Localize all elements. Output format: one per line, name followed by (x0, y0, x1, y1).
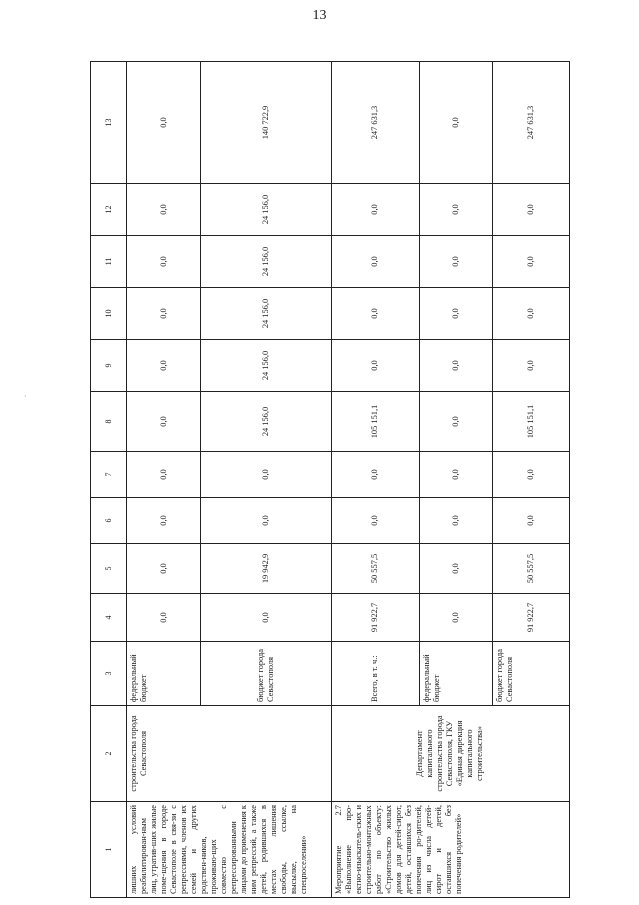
header-cell: 12 (91, 184, 127, 236)
value-cell: 0,0 (201, 452, 331, 498)
value-cell: 0,0 (419, 288, 492, 340)
value-cell: 105 151,1 (492, 392, 569, 452)
header-cell: 4 (91, 594, 127, 642)
value-cell: 0,0 (492, 288, 569, 340)
value-cell: 24 156,0 (201, 236, 331, 288)
value-cell: 0,0 (331, 288, 419, 340)
funding-source-cell: бюджет города Севастополя (201, 642, 331, 706)
value-cell: 0,0 (127, 452, 201, 498)
header-cell: 11 (91, 236, 127, 288)
header-cell: 3 (91, 642, 127, 706)
value-cell: 0,0 (201, 594, 331, 642)
value-cell: 0,0 (127, 498, 201, 544)
value-cell: 24 156,0 (201, 340, 331, 392)
value-cell: 0,0 (419, 452, 492, 498)
value-cell: 24 156,0 (201, 184, 331, 236)
value-cell: 0,0 (127, 392, 201, 452)
value-cell: 0,0 (127, 62, 201, 184)
table-row (331, 62, 419, 898)
measure-description-cell: Мероприятие 2.7 «Выполнение про-ектно-изыскатель-ских и строительно-монтажных работ по объекту: «Строительство жилых домов для детей-сирот, детей, оставшихся без попечения ро-дителей, лиц из числа детей-сирот и детей, оставшихся без попечения родителей» (331, 802, 569, 898)
value-cell: 0,0 (419, 544, 492, 594)
value-cell: 0,0 (492, 340, 569, 392)
value-cell: 0,0 (419, 236, 492, 288)
funding-source-cell: федеральный бюджет (419, 642, 492, 706)
value-cell: 0,0 (419, 62, 492, 184)
value-cell: 0,0 (419, 498, 492, 544)
value-cell: 0,0 (492, 452, 569, 498)
value-cell: 24 156,0 (201, 288, 331, 340)
value-cell: 247 631,3 (492, 62, 569, 184)
value-cell: 0,0 (201, 498, 331, 544)
header-cell: 2 (91, 706, 127, 802)
measure-description-cell: лишних условий реабилитирован-ным лиц, утратив-ших жилые поме-щения в городе Севастополе в свя-зи с репрессиями, членов их семей и других родствен-ников, проживаю-щих совместно с репрессированными лицами до применения к ним репрессий, а также детей, родившихся в местах лишения свободы, ссылке, высылке, на спецпоселении» (127, 802, 331, 898)
value-cell: 0,0 (127, 594, 201, 642)
value-cell: 0,0 (492, 236, 569, 288)
value-cell: 0,0 (419, 594, 492, 642)
value-cell: 0,0 (331, 236, 419, 288)
value-cell: 0,0 (127, 184, 201, 236)
budget-table (90, 61, 570, 898)
funding-source-cell: бюджет города Севастополя (492, 642, 569, 706)
rotated-table-container (90, 62, 570, 898)
value-cell: 0,0 (331, 452, 419, 498)
header-cell: 7 (91, 452, 127, 498)
page-number: 13 (312, 8, 327, 23)
value-cell: 91 922,7 (492, 594, 569, 642)
header-cell: 8 (91, 392, 127, 452)
value-cell: 0,0 (127, 236, 201, 288)
value-cell: 19 942,9 (201, 544, 331, 594)
value-cell: 0,0 (492, 498, 569, 544)
value-cell: 247 631,3 (331, 62, 419, 184)
header-cell: 9 (91, 340, 127, 392)
value-cell: 50 557,5 (331, 544, 419, 594)
value-cell: 50 557,5 (492, 544, 569, 594)
scan-artifact-dot: · (24, 392, 27, 401)
rotated-table-frame (90, 62, 570, 898)
header-cell: 10 (91, 288, 127, 340)
funding-source-cell: Всего, в т. ч.: (331, 642, 419, 706)
value-cell: 0,0 (419, 392, 492, 452)
executor-cell: строительства города Севастополя (127, 706, 331, 802)
executor-cell: Департамент капитального строительства города Севастополя, ГКУ «Единая дирекция капитального строительства» (331, 706, 569, 802)
value-cell: 0,0 (419, 340, 492, 392)
header-cell: 6 (91, 498, 127, 544)
value-cell: 0,0 (419, 184, 492, 236)
value-cell: 0,0 (331, 340, 419, 392)
value-cell: 24 156,0 (201, 392, 331, 452)
header-cell: 13 (91, 62, 127, 184)
header-cell: 5 (91, 544, 127, 594)
funding-source-cell: федеральный бюджет (127, 642, 201, 706)
value-cell: 0,0 (492, 184, 569, 236)
value-cell: 0,0 (127, 340, 201, 392)
table-row (127, 62, 201, 898)
value-cell: 91 922,7 (331, 594, 419, 642)
value-cell: 140 722,9 (201, 62, 331, 184)
value-cell: 0,0 (331, 498, 419, 544)
header-row (91, 62, 127, 898)
value-cell: 0,0 (331, 184, 419, 236)
value-cell: 0,0 (127, 544, 201, 594)
header-cell: 1 (91, 802, 127, 898)
value-cell: 105 151,1 (331, 392, 419, 452)
value-cell: 0,0 (127, 288, 201, 340)
